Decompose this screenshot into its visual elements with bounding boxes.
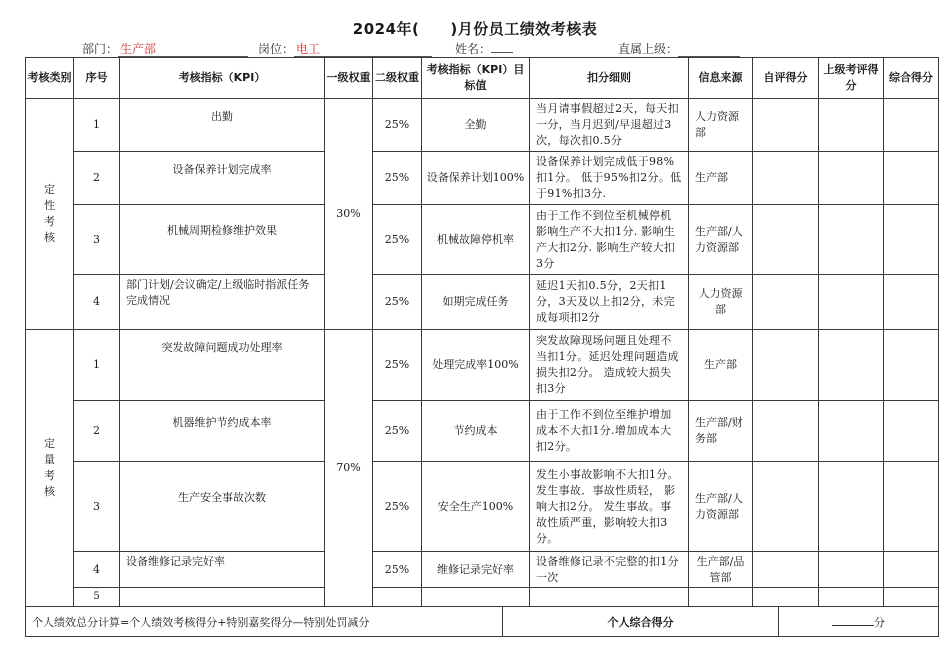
row-seq: 1 xyxy=(74,330,120,401)
dept-underline xyxy=(164,45,248,57)
row-deduction: 由于工作不到位至机械停机影响生产不大扣1分. 影响生产大扣2分. 影响生产较大扣3分 xyxy=(530,205,689,275)
superior-score-cell[interactable] xyxy=(819,205,884,275)
row-kpi: 设备维修记录完好率 xyxy=(120,552,325,588)
row-target: 设备保养计划100% xyxy=(422,152,530,205)
header-deduction: 扣分细则 xyxy=(530,58,689,99)
row-target: 全勤 xyxy=(422,99,530,152)
row-kpi: 突发故障问题成功处理率 xyxy=(120,330,325,401)
score-formula: 个人绩效总分计算=个人绩效考核得分+特别嘉奖得分—特别处罚减分 xyxy=(26,607,503,637)
row-source: 生产部 xyxy=(689,330,753,401)
row-weight2: 25% xyxy=(373,275,422,330)
superior-score-cell[interactable] xyxy=(819,99,884,152)
superior-score-cell[interactable] xyxy=(819,552,884,588)
row-kpi: 生产安全事故次数 xyxy=(120,462,325,552)
row-deduction: 发生小事故影响不大扣1分。 发生事故．事故性质轻， 影响大扣2分。 发生事故。事故性质严重，影响较大扣3分。 xyxy=(530,462,689,552)
table-row xyxy=(26,401,939,462)
header-superior-score: 上级考评得分 xyxy=(819,58,884,99)
category-quantitative: 定量考核 xyxy=(26,330,74,607)
post-label: 岗位： xyxy=(258,42,295,56)
row-source: 生产部/财务部 xyxy=(689,401,753,462)
row-source: 生产部/品管部 xyxy=(689,552,753,588)
kpi-table xyxy=(25,57,939,607)
self-score-cell[interactable] xyxy=(753,462,819,552)
row-target: 如期完成任务 xyxy=(422,275,530,330)
row-target: 机械故障停机率 xyxy=(422,205,530,275)
row-weight2: 25% xyxy=(373,401,422,462)
row-seq: 3 xyxy=(74,462,120,552)
row-target: 节约成本 xyxy=(422,401,530,462)
row-seq: 3 xyxy=(74,205,120,275)
row-weight2: 25% xyxy=(373,152,422,205)
table-row xyxy=(26,330,939,401)
summary-row xyxy=(26,607,939,637)
self-score-cell[interactable] xyxy=(753,152,819,205)
weight1-quantitative: 70% xyxy=(325,330,373,607)
header-seq: 序号 xyxy=(74,58,120,99)
post-value[interactable]: 电工 xyxy=(294,42,330,57)
self-score-cell[interactable] xyxy=(753,330,819,401)
header-target: 考核指标（KPI）目标值 xyxy=(422,58,530,99)
header-weight1: 一级权重 xyxy=(325,58,373,99)
name-value[interactable] xyxy=(491,52,513,53)
total-score-cell[interactable] xyxy=(884,330,939,401)
row-weight2: 25% xyxy=(373,462,422,552)
row-source: 生产部 xyxy=(689,152,753,205)
table-row xyxy=(26,99,939,152)
row-weight2: 25% xyxy=(373,552,422,588)
total-score-blank[interactable] xyxy=(832,615,874,626)
row-seq: 5 xyxy=(74,588,120,607)
header-self-score: 自评得分 xyxy=(753,58,819,99)
self-score-cell[interactable] xyxy=(753,552,819,588)
row-source: 生产部/人力资源部 xyxy=(689,462,753,552)
self-score-cell[interactable] xyxy=(753,401,819,462)
row-kpi: 部门计划/会议确定/上级临时指派任务完成情况 xyxy=(120,275,325,330)
name-label: 姓名： xyxy=(455,42,492,56)
superior-score-cell[interactable] xyxy=(819,401,884,462)
weight1-qualitative: 30% xyxy=(325,99,373,330)
summary-table xyxy=(25,606,939,637)
total-score-field[interactable] xyxy=(779,607,939,637)
total-score-cell[interactable] xyxy=(884,205,939,275)
header-kpi: 考核指标（KPI） xyxy=(120,58,325,99)
sheet-title: 2024年( )月份员工绩效考核表 xyxy=(352,20,598,38)
row-source: 生产部/人力资源部 xyxy=(689,205,753,275)
self-score-cell[interactable] xyxy=(753,588,819,607)
name-field xyxy=(455,40,513,57)
table-row xyxy=(26,205,939,275)
row-weight2: 25% xyxy=(373,205,422,275)
total-score-cell[interactable] xyxy=(884,99,939,152)
dept-label: 部门： xyxy=(82,42,119,56)
row-deduction: 当月请事假超过2天，每天扣一分，当月迟到/早退超过3次，每次扣0.5分 xyxy=(530,99,689,152)
row-deduction: 突发故障现场问题且处理不当扣1分。延迟处理问题造成损失扣2分。 造成较大损失扣3分 xyxy=(530,330,689,401)
score-suffix: 分 xyxy=(874,615,885,629)
row-kpi: 出勤 xyxy=(120,99,325,152)
supervisor-value[interactable] xyxy=(678,45,740,57)
supervisor-field xyxy=(618,40,740,57)
post-underline xyxy=(330,45,432,57)
row-kpi: 设备保养计划完成率 xyxy=(120,152,325,205)
total-score-cell[interactable] xyxy=(884,462,939,552)
row-weight2: 25% xyxy=(373,330,422,401)
table-row xyxy=(26,552,939,588)
self-score-cell[interactable] xyxy=(753,205,819,275)
row-kpi[interactable] xyxy=(120,588,325,607)
row-source: 人力资源部 xyxy=(689,275,753,330)
superior-score-cell[interactable] xyxy=(819,275,884,330)
row-seq: 4 xyxy=(74,275,120,330)
self-score-cell[interactable] xyxy=(753,99,819,152)
dept-field xyxy=(82,40,248,57)
table-row xyxy=(26,462,939,552)
row-target: 安全生产100% xyxy=(422,462,530,552)
row-seq: 1 xyxy=(74,99,120,152)
total-score-cell[interactable] xyxy=(884,401,939,462)
row-seq: 4 xyxy=(74,552,120,588)
row-kpi: 机械周期检修维护效果 xyxy=(120,205,325,275)
header-source: 信息来源 xyxy=(689,58,753,99)
total-score-cell[interactable] xyxy=(884,588,939,607)
row-seq: 2 xyxy=(74,401,120,462)
superior-score-cell[interactable] xyxy=(819,152,884,205)
header-weight2: 二级权重 xyxy=(373,58,422,99)
row-deduction[interactable] xyxy=(530,588,689,607)
header-category: 考核类别 xyxy=(26,58,74,99)
supervisor-label: 直属上级： xyxy=(618,42,679,56)
row-deduction: 延迟1天扣0.5分，2天扣1分，3天及以上扣2分，未完成每项扣2分 xyxy=(530,275,689,330)
table-row xyxy=(26,275,939,330)
superior-score-cell[interactable] xyxy=(819,330,884,401)
superior-score-cell[interactable] xyxy=(819,462,884,552)
row-target: 处理完成率100% xyxy=(422,330,530,401)
table-row xyxy=(26,588,939,607)
row-source: 人力资源部 xyxy=(689,99,753,152)
table-row xyxy=(26,152,939,205)
total-score-cell[interactable] xyxy=(884,152,939,205)
total-score-label: 个人综合得分 xyxy=(503,607,779,637)
row-deduction: 设备维修记录不完整的扣1分一次 xyxy=(530,552,689,588)
total-score-cell[interactable] xyxy=(884,275,939,330)
header-total-score: 综合得分 xyxy=(884,58,939,99)
superior-score-cell[interactable] xyxy=(819,588,884,607)
row-source[interactable] xyxy=(689,588,753,607)
row-weight2: 25% xyxy=(373,99,422,152)
post-field xyxy=(258,40,432,57)
dept-value[interactable]: 生产部 xyxy=(118,42,164,57)
row-deduction: 设备保养计划完成低于98%扣1分。 低于95%扣2分。低于91%扣3分. xyxy=(530,152,689,205)
row-deduction: 由于工作不到位至维护增加成本不大扣1分.增加成本大扣2分。 xyxy=(530,401,689,462)
row-target: 维修记录完好率 xyxy=(422,552,530,588)
header-row xyxy=(26,58,939,99)
row-kpi: 机器维护节约成本率 xyxy=(120,401,325,462)
self-score-cell[interactable] xyxy=(753,275,819,330)
row-target[interactable] xyxy=(422,588,530,607)
row-weight2[interactable] xyxy=(373,588,422,607)
row-seq: 2 xyxy=(74,152,120,205)
total-score-cell[interactable] xyxy=(884,552,939,588)
category-qualitative: 定性考核 xyxy=(26,99,74,330)
